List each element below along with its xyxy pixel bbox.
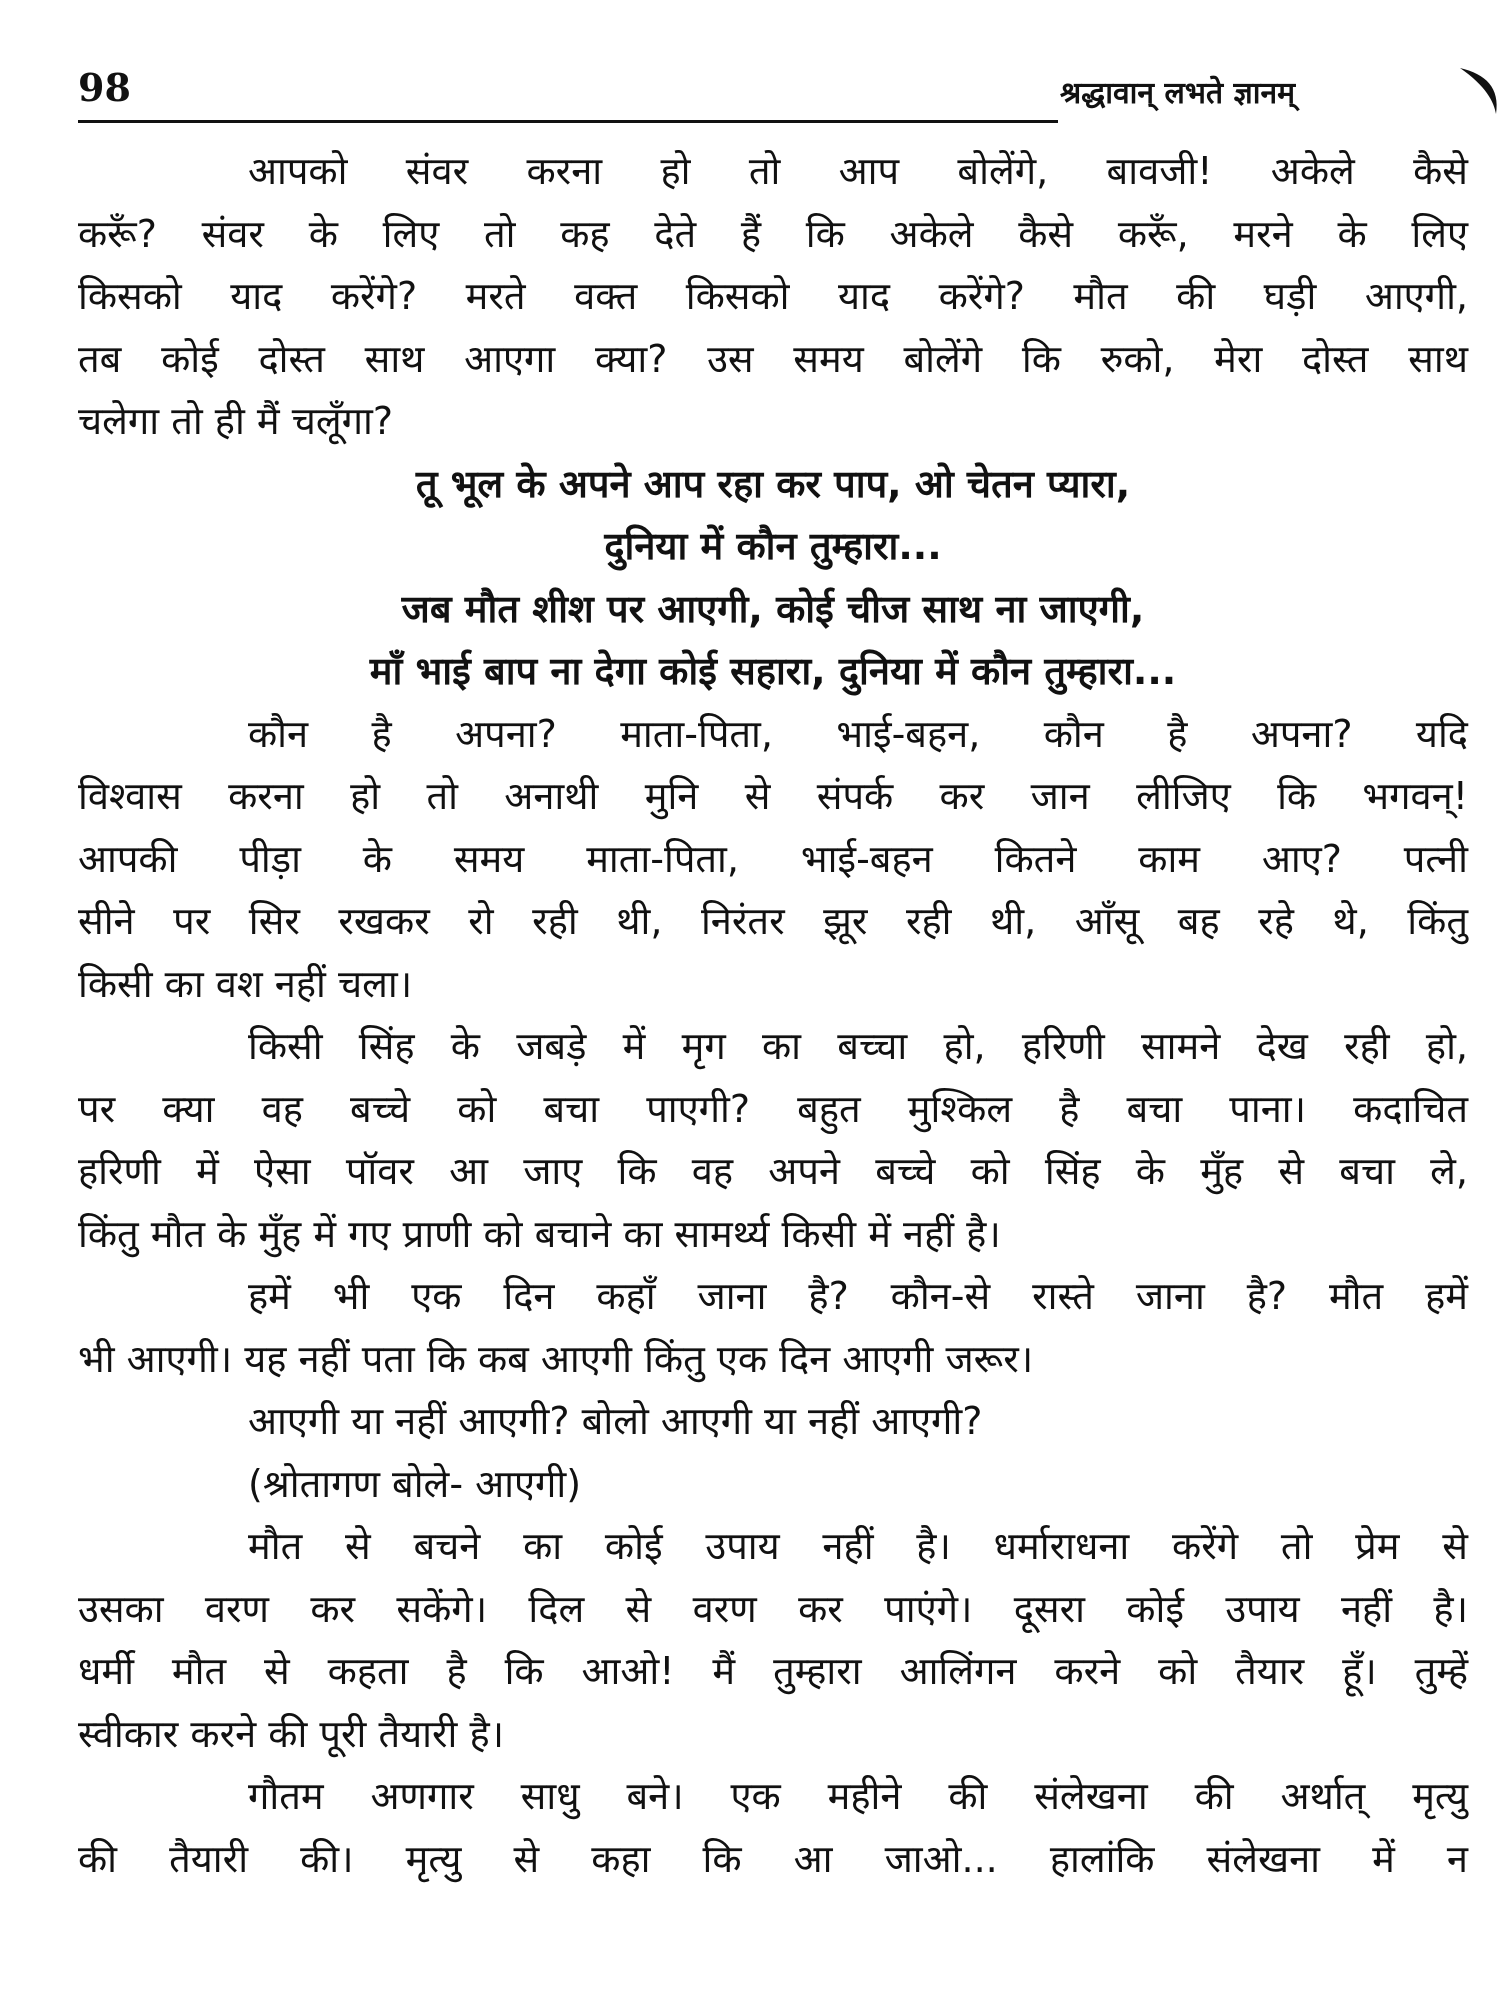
- paragraph-line: किंतु मौत के मुँह में गए प्राणी को बचाने का सामर्थ्य किसी में नहीं है।: [78, 1211, 1001, 1256]
- paragraph-line: उसका वरण कर सकेंगे। दिल से वरण कर पाएंगे। दूसरा कोई उपाय नहीं है।: [78, 1586, 1468, 1631]
- paragraph-line: करूँ? संवर के लिए तो कह देते हैं कि अकेले कैसे करूँ, मरने के लिए: [78, 211, 1468, 256]
- paragraph-line: पर क्या वह बच्चे को बचा पाएगी? बहुत मुश्किल है बचा पाना। कदाचित: [78, 1086, 1468, 1131]
- verse-line: दुनिया में कौन तुम्हारा...: [604, 524, 942, 568]
- paragraph-line: कौन है अपना? माता-पिता, भाई-बहन, कौन है अपना? यदि: [248, 711, 1468, 756]
- paragraph-line: मौत से बचने का कोई उपाय नहीं है। धर्माराधना करेंगे तो प्रेम से: [248, 1524, 1468, 1568]
- paragraph-line: तब कोई दोस्त साथ आएगा क्या? उस समय बोलेंगे कि रुको, मेरा दोस्त साथ: [78, 336, 1468, 381]
- paragraph-line: धर्मी मौत से कहता है कि आओ! मैं तुम्हारा आलिंगन करने को तैयार हूँ। तुम्हें: [78, 1649, 1468, 1693]
- verse-line: तू भूल के अपने आप रहा कर पाप, ओ चेतन प्यारा,: [415, 461, 1131, 506]
- paragraph-line: स्वीकार करने की पूरी तैयारी है।: [78, 1711, 505, 1756]
- paragraph-line: सीने पर सिर रखकर रो रही थी, निरंतर झूर रही थी, आँसू बह रहे थे, किंतु: [78, 899, 1468, 943]
- header-rule: [78, 120, 1058, 123]
- page-header: [78, 62, 1448, 124]
- paragraph-line: आपकी पीड़ा के समय माता-पिता, भाई-बहन कितने काम आए? पत्नी: [78, 836, 1468, 881]
- paragraph-line: विश्वास करना हो तो अनाथी मुनि से संपर्क कर जान लीजिए कि भगवन्!: [78, 774, 1468, 818]
- paragraph-line: हरिणी में ऐसा पॉवर आ जाए कि वह अपने बच्चे को सिंह के मुँह से बचा ले,: [78, 1149, 1468, 1193]
- paragraph-line: किसको याद करेंगे? मरते वक्त किसको याद करेंगे? मौत की घड़ी आएगी,: [78, 274, 1468, 318]
- header-swoosh-ornament: [1456, 62, 1500, 124]
- paragraph-line: किसी का वश नहीं चला।: [78, 961, 413, 1006]
- paragraph-line: आएगी या नहीं आएगी? बोलो आएगी या नहीं आएगी?: [248, 1399, 983, 1443]
- page-number: 98: [78, 65, 131, 110]
- paragraph-line: (श्रोतागण बोले- आएगी): [248, 1461, 582, 1506]
- body-text: [78, 140, 1468, 1890]
- paragraph-line: भी आएगी। यह नहीं पता कि कब आएगी किंतु एक दिन आएगी जरूर।: [78, 1336, 1034, 1381]
- verse-line: जब मौत शीश पर आएगी, कोई चीज साथ ना जाएगी,: [401, 586, 1145, 631]
- paragraph-line: की तैयारी की। मृत्यु से कहा कि आ जाओ... हालांकि संलेखना में न: [78, 1836, 1468, 1881]
- paragraph-line: किसी सिंह के जबड़े में मृग का बच्चा हो, हरिणी सामने देख रही हो,: [248, 1024, 1468, 1068]
- paragraph-line: हमें भी एक दिन कहाँ जाना है? कौन-से रास्ते जाना है? मौत हमें: [248, 1274, 1468, 1318]
- paragraph-line: चलेगा तो ही मैं चलूँगा?: [78, 399, 393, 443]
- running-title: श्रद्धावान् लभते ज्ञानम्: [1060, 76, 1296, 111]
- verse-line: माँ भाई बाप ना देगा कोई सहारा, दुनिया में कौन तुम्हारा...: [369, 649, 1177, 693]
- paragraph-line: गौतम अणगार साधु बने। एक महीने की संलेखना की अर्थात् मृत्यु: [248, 1774, 1468, 1818]
- paragraph-line: आपको संवर करना हो तो आप बोलेंगे, बावजी! अकेले कैसे: [248, 149, 1468, 193]
